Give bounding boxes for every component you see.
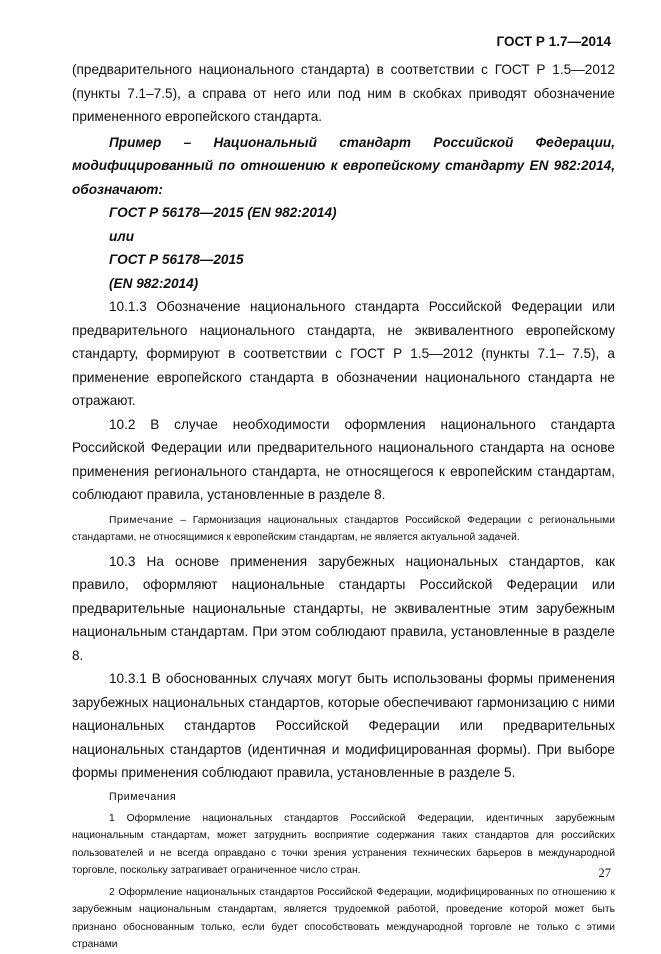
paragraph-10-2: 10.2 В случае необходимости оформления национального стандарта Российской Федерации или предварительного национального стандарта на основе применения регионального стандарта, не относящегося к европейским стандартам, соблюдают правила, установленные в разделе 8. <box>72 416 615 502</box>
note-text: – Гармонизация национальных стандартов Российской Федерации с региональными стандартами, не относящимися к европейским стандартам, не является актуальной задачей. <box>72 514 615 543</box>
paragraph-10-3: 10.3 На основе применения зарубежных национальных стандартов, как правило, оформляют национальные стандарты Российской Федерации или предварительные национальные стандарты, не эквивалентные этим зарубежным национальным стандартам. При этом соблюдают правила, установленные в разделе 8. <box>72 553 615 663</box>
paragraph-continuation: (предварительного национального стандарта) в соответствии с ГОСТ Р 1.5—2012 (пункты 7.1–7.5), а справа от него или под ним в скобках приводят обозначение примененного европейского стандарта. <box>72 62 615 124</box>
example-designation-3: (EN 982:2014) <box>109 275 199 291</box>
example-intro: Пример – Национальный стандарт Российской Федерации, модифицированный по отношению к европейскому стандарту EN 982:2014, обозначают: <box>72 134 615 197</box>
paragraph-10-3-1: 10.3.1 В обоснованных случаях могут быть использованы формы применения зарубежных национальных стандартов, которые обеспечивают гармонизацию с ними национальных стандартов Российской Федерации или предварительных национальных стандартов (идентичная и модифицированная формы). При выборе формы применения соблюдают правила, установленные в разделе 5. <box>72 671 615 780</box>
note <box>72 512 615 546</box>
page-number: 27 <box>598 866 611 880</box>
notes-title: Примечания <box>109 790 177 803</box>
page-content <box>72 58 615 954</box>
example-designation-1: ГОСТ Р 56178—2015 (EN 982:2014) <box>109 205 337 220</box>
note-label: Примечание <box>109 514 174 526</box>
note-item-2: 2 Оформление национальных стандартов Российской Федерации, модифицированных по отношению к зарубежным национальным стандартам, является трудоемкой работой, проведение которой может быть признано обоснованным только, если будет способствовать международной торговле не только с этими странами <box>72 886 615 950</box>
example-designation-2: ГОСТ Р 56178—2015 <box>109 252 244 267</box>
standard-header: ГОСТ Р 1.7—2014 <box>496 34 611 49</box>
note-item-1: 1 Оформление национальных стандартов Российской Федерации, идентичных зарубежным национальным стандартам, может затруднить восприятие содержания таких стандартов для российских пользователей и не всегда оправдано с точки зрения устранения технических барьеров в международной торговле, поскольку затрагивает ограниченное число стран. <box>72 812 615 876</box>
example-or: или <box>109 228 135 244</box>
paragraph-10-1-3: 10.1.3 Обозначение национального стандарта Российской Федерации или предварительного национального стандарта, не эквивалентного европейскому стандарту, формируют в соответствии с ГОСТ Р 1.5—2012 (пункты 7.1– 7.5), а применение европейского стандарта в обозначении национального стандарта не отражают. <box>72 299 615 408</box>
